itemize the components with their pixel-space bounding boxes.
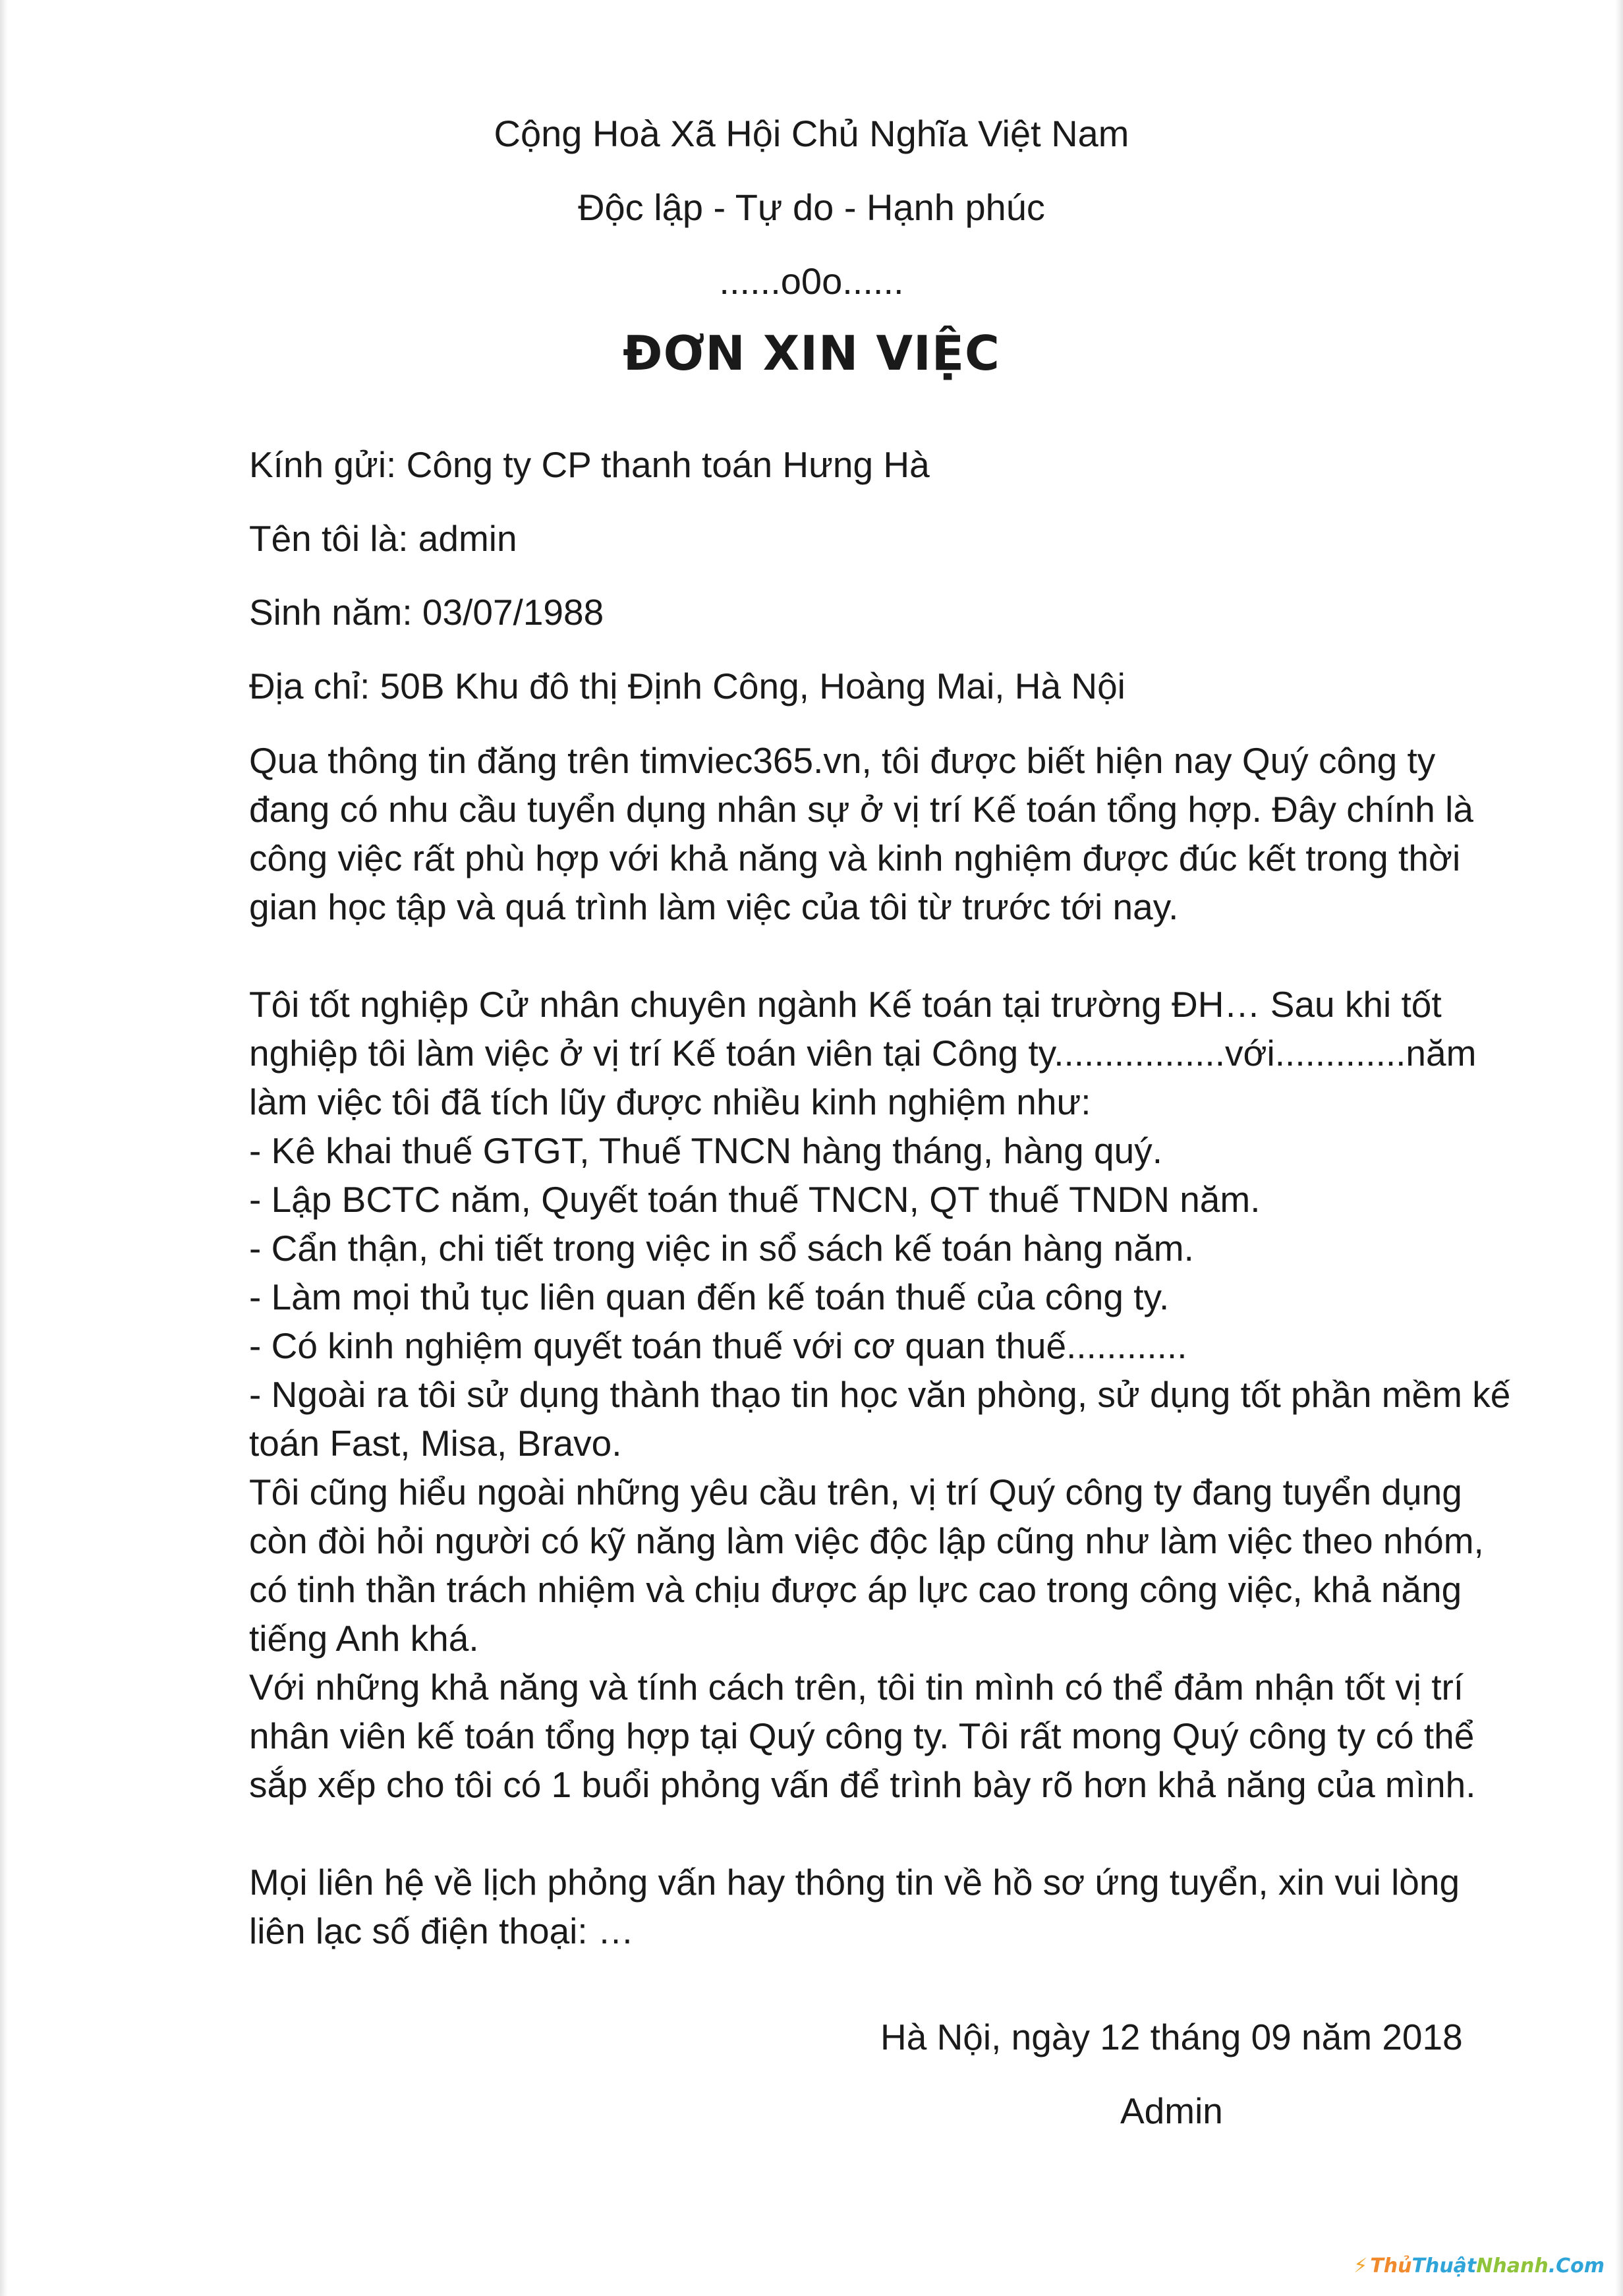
intro-paragraph: Qua thông tin đăng trên timviec365.vn, tôi được biết hiện nay Quý công ty đang có nhu cầu tuyển dụng nhân sự ở vị trí Kế toán tổng hợp. Đây chính là công việc rất phù hợp với khả năng và kinh nghiệm được đúc kết trong thời gian học tập và quá trình làm việc của tôi từ trước tới nay. [249, 740, 1473, 927]
header-separator: ......o0o...... [719, 260, 904, 302]
list-item: - Làm mọi thủ tục liên quan đến kế toán thuế của công ty. [249, 1277, 1170, 1317]
list-item: - Kê khai thuế GTGT, Thuế TNCN hàng tháng, hàng quý. [249, 1130, 1162, 1171]
place-date-line: Hà Nội, ngày 12 tháng 09 năm 2018 [880, 2017, 1463, 2057]
experience-intro-paragraph: Tôi tốt nghiệp Cử nhân chuyên ngành Kế toán tại trường ĐH… Sau khi tốt nghiệp tôi làm việc ở vị trí Kế toán viên tại Công ty.................với.............năm làm việc tôi đã tích lũy được nhiều kinh nghiệm như: [249, 984, 1477, 1122]
national-name: Cộng Hoà Xã Hội Chủ Nghĩa Việt Nam [494, 113, 1129, 154]
list-item: - Ngoài ra tôi sử dụng thành thạo tin học văn phòng, sử dụng tốt phần mềm kế toán Fast, Misa, Bravo. [249, 1374, 1511, 1464]
closing-paragraph: Với những khả năng và tính cách trên, tôi tin mình có thể đảm nhận tốt vị trí nhân viên kế toán tổng hợp tại Quý công ty. Tôi rất mong Quý công ty có thể sắp xếp cho tôi có 1 buổi phỏng vấn để trình bày rõ hơn khả năng của mình. [249, 1667, 1476, 1805]
list-item: - Cẩn thận, chi tiết trong việc in sổ sách kế toán hàng năm. [249, 1228, 1194, 1269]
birth-line: Sinh năm: 03/07/1988 [249, 592, 604, 633]
letter-body [249, 736, 1521, 1955]
site-watermark: ⚡ ThủThuậtNhanh.Com [1353, 2254, 1605, 2278]
list-item: - Có kinh nghiệm quyết toán thuế với cơ quan thuế............ [249, 1325, 1187, 1366]
name-line: Tên tôi là: admin [249, 518, 517, 559]
signer-name: Admin [1120, 2090, 1223, 2131]
document-title: ĐƠN XIN VIỆC [623, 326, 1000, 381]
national-motto: Độc lập - Tự do - Hạnh phúc [578, 187, 1045, 228]
address-line: Địa chỉ: 50B Khu đô thị Định Công, Hoàng Mai, Hà Nội [249, 666, 1125, 706]
requirements-paragraph: Tôi cũng hiểu ngoài những yêu cầu trên, vị trí Quý công ty đang tuyển dụng còn đòi hỏi người có kỹ năng làm việc độc lập cũng như làm việc theo nhóm, có tinh thần trách nhiệm và chịu được áp lực cao trong công việc, khả năng tiếng Anh khá. [249, 1472, 1484, 1659]
experience-list [249, 1126, 1521, 1468]
recipient-line: Kính gửi: Công ty CP thanh toán Hưng Hà [249, 444, 930, 485]
contact-paragraph: Mọi liên hệ về lịch phỏng vấn hay thông tin về hồ sơ ứng tuyển, xin vui lòng liên lạc số điện thoại: … [249, 1862, 1460, 1951]
list-item: - Lập BCTC năm, Quyết toán thuế TNCN, QT thuế TNDN năm. [249, 1179, 1261, 1220]
lightning-icon: ⚡ [1353, 2254, 1368, 2278]
